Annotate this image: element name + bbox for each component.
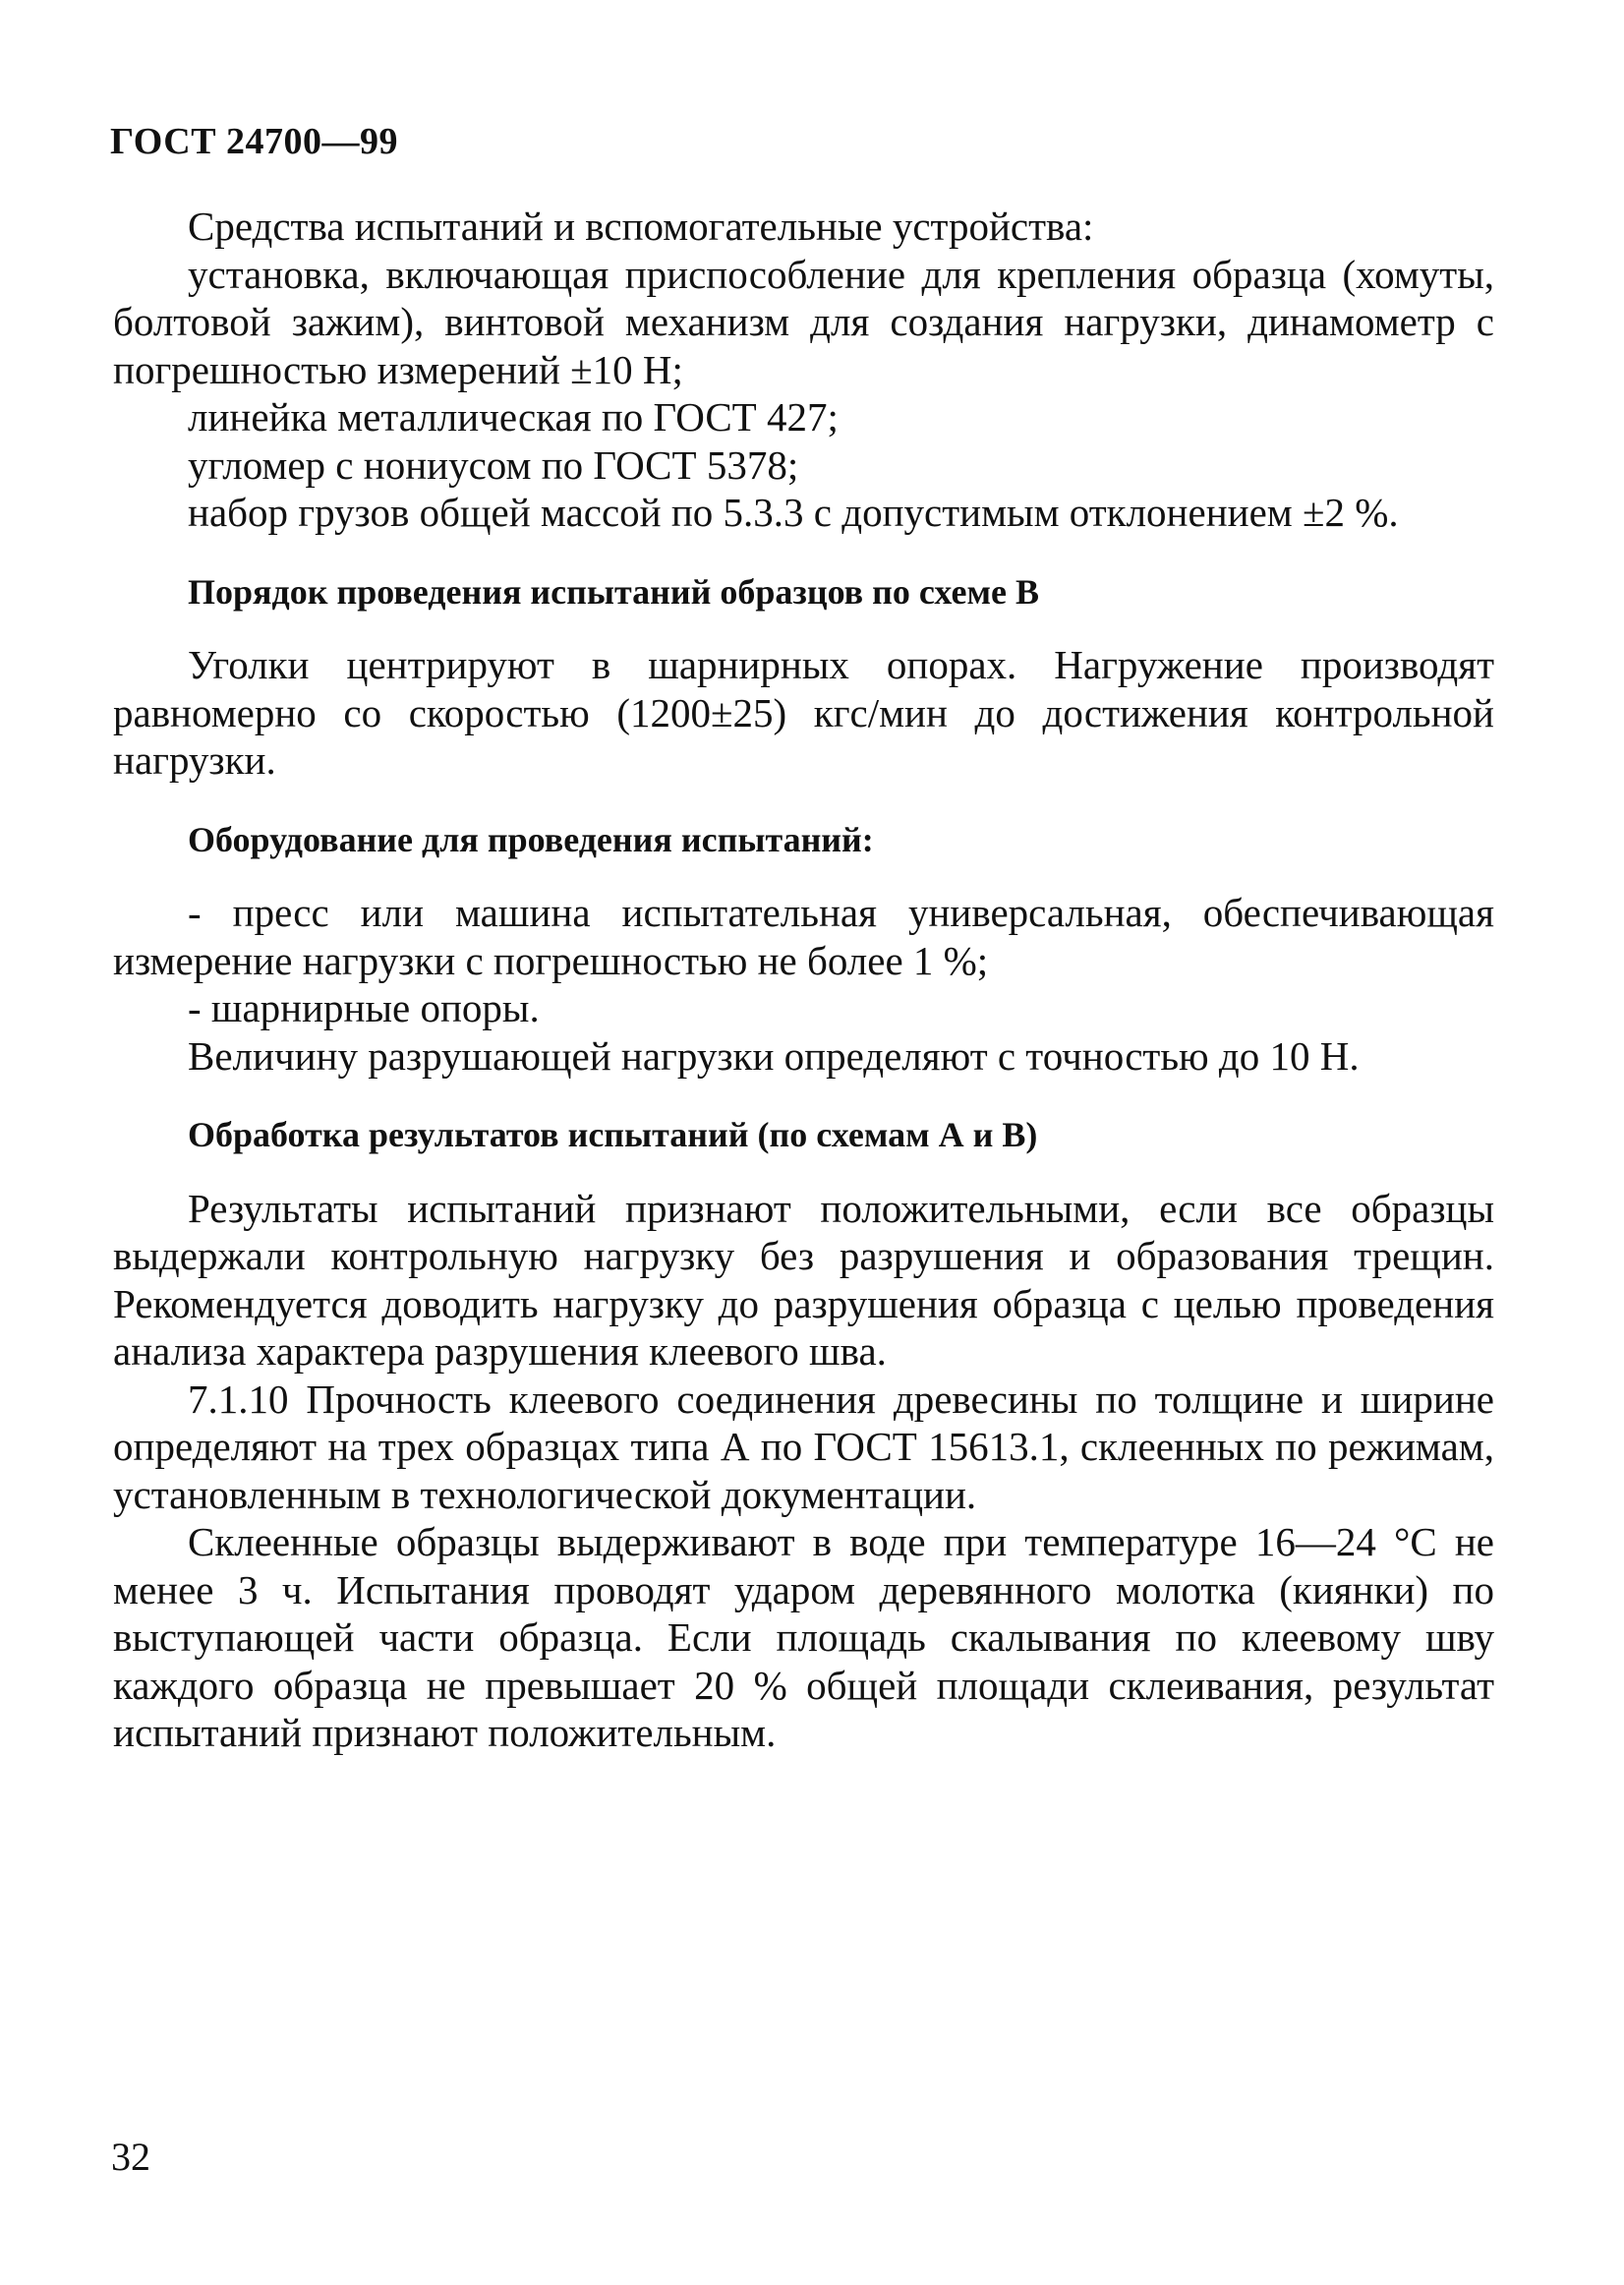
paragraph: Средства испытаний и вспомогательные устройства: bbox=[188, 204, 1094, 249]
document-body bbox=[113, 203, 1494, 1757]
paragraph: - пресс или машина испытательная универсальная, обеспечивающая измерение нагрузки с погрешностью не более 1 %; bbox=[113, 890, 1494, 983]
paragraph: Уголки центрируют в шарнирных опорах. Нагружение производят равномерно со скоростью (1200±25) кгс/мин до достижения контрольной нагрузки. bbox=[113, 642, 1494, 783]
section-heading-order-b: Порядок проведения испытаний образцов по схеме В bbox=[188, 571, 1039, 612]
document-code-header: ГОСТ 24700—99 bbox=[110, 121, 399, 162]
page-number: 32 bbox=[111, 2135, 150, 2179]
paragraph: линейка металлическая по ГОСТ 427; bbox=[188, 394, 839, 439]
paragraph: Результаты испытаний признают положительными, если все образцы выдержали контрольную нагрузку без разрушения и образования трещин. Рекомендуется доводить нагрузку до разрушения образца с целью проведения анализа характера разрушения клеевого шва. bbox=[113, 1185, 1494, 1374]
paragraph: - шарнирные опоры. bbox=[188, 985, 540, 1030]
paragraph: угломер с нониусом по ГОСТ 5378; bbox=[188, 441, 799, 488]
paragraph: Склеенные образцы выдерживают в воде при температуре 16—24 °С не менее 3 ч. Испытания проводят ударом деревянного молотка (киянки) по выступающей части образца. Если площадь скалывания по клеевому шву каждого образца не превышает 20 % общей площади склеивания, результат испытаний признают положительным. bbox=[113, 1519, 1494, 1755]
section-heading-results: Обработка результатов испытаний (по схемам А и В) bbox=[188, 1115, 1038, 1154]
paragraph: установка, включающая приспособление для крепления образца (хомуты, болтовой зажим), винтовой механизм для создания нагрузки, динамометр с погрешностью измерений ±10 Н; bbox=[113, 251, 1494, 392]
paragraph: Величину разрушающей нагрузки определяют с точностью до 10 Н. bbox=[188, 1032, 1360, 1079]
paragraph: набор грузов общей массой по 5.3.3 с допустимым отклонением ±2 %. bbox=[188, 490, 1399, 535]
section-heading-equipment-b: Оборудование для проведения испытаний: bbox=[188, 819, 874, 859]
paragraph: 7.1.10 Прочность клеевого соединения древесины по толщине и ширине определяют на трех образцах типа А по ГОСТ 15613.1, склеенных по режимам, установленным в технологической документации. bbox=[113, 1376, 1494, 1517]
